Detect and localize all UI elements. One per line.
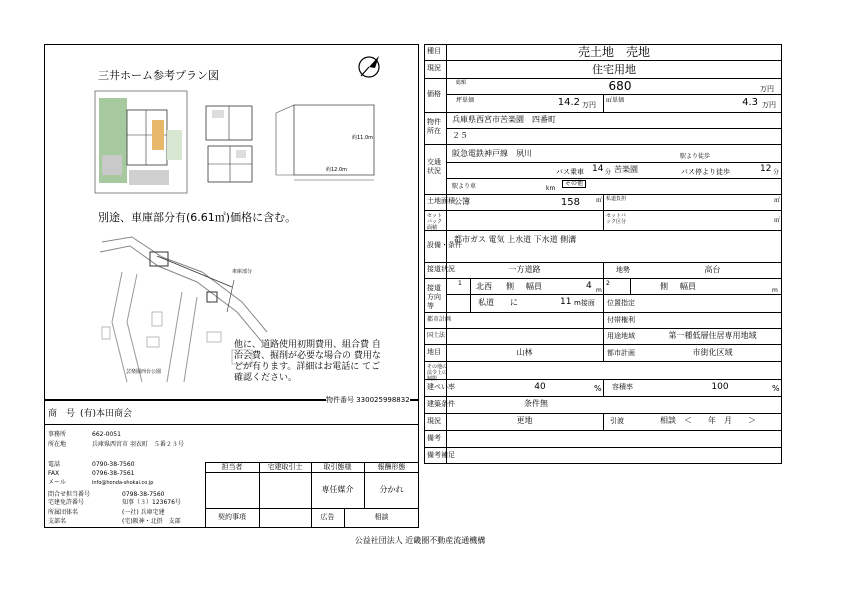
bus-minutes: 14	[592, 164, 604, 174]
postal-code: 662-0051	[92, 431, 121, 438]
current-label: 現況	[427, 417, 441, 425]
address-label: 所在地	[48, 441, 67, 448]
floor-plan-image	[94, 90, 189, 195]
road-label: 接道状況	[427, 265, 455, 273]
lot-dim-width: 約12.0m	[326, 167, 348, 173]
footer-association: 公益社団法人 近畿圏不動産流通機構	[354, 536, 486, 545]
branch-value: (宅)阪神・北摂 支部	[122, 518, 181, 525]
assoc-value: (一社) 兵庫宅建	[122, 509, 165, 516]
facility-label: 設備・条件	[427, 241, 462, 249]
other-limits-label: その他の法令上の制限	[427, 364, 448, 382]
area-label: 土地面積	[427, 197, 455, 205]
branch-label: 支部名	[48, 518, 67, 525]
sqm-value: 4.3	[742, 97, 758, 108]
road-contact-value: 11	[560, 297, 572, 307]
traffic-label: 交通状況	[427, 158, 441, 175]
location-value-2: ２５	[452, 131, 468, 140]
mail-value: info@honda-shokai.co.jp	[92, 480, 154, 486]
trade-name: (有)本田商会	[80, 409, 133, 419]
area-unit: ㎡	[596, 197, 603, 204]
sqm-unit: 万円	[762, 101, 776, 109]
build-cond-label: 建築条件	[427, 400, 455, 408]
lot-shape-diagram	[270, 95, 385, 190]
staff-header: 担当者	[221, 463, 243, 471]
mail-label: メール	[48, 479, 66, 486]
contract-header: 契約事項	[218, 513, 246, 521]
private-road-unit: ㎡	[774, 197, 781, 204]
rights-label: 付帯権利	[607, 316, 635, 324]
zone-label: 用途地域	[607, 332, 635, 340]
road-contact-label: に	[510, 298, 518, 307]
road-width-label-2: 幅員	[680, 282, 696, 291]
area-value: 158	[560, 197, 580, 208]
fee-value: 分かれ	[379, 485, 404, 494]
road-dir-label: 接道方向等	[427, 284, 441, 310]
tel-value: 0790-38-7560	[92, 461, 135, 468]
train-line: 阪急電鉄神戸線 夙川	[452, 149, 532, 158]
fax-value: 0796-38-7561	[92, 470, 135, 477]
status-label: 現況	[427, 64, 441, 72]
lot-dim-height: 約11.0m	[352, 135, 374, 141]
far-label: 容積率	[612, 383, 633, 391]
bcr-value: 40	[534, 382, 546, 392]
property-status: 住宅用地	[592, 63, 636, 76]
delivery-value: 相談 ＜ 年 月 ＞	[660, 416, 756, 425]
setback-label: セットバック面積	[427, 213, 443, 231]
north-arrow-icon	[355, 52, 385, 82]
current-value: 更地	[516, 416, 533, 425]
tel-label: 電話	[48, 461, 61, 468]
wide-tel-value: 0798-38-7560	[122, 491, 165, 498]
garage-caption: 別途、車庫部分有(6.61㎡)価格に含む。	[98, 211, 297, 224]
car-label: 駅より車	[452, 183, 477, 190]
consult-value: 相談	[374, 513, 389, 521]
road-dir-1: 北西	[476, 282, 492, 291]
tsubo-label: 坪単価	[456, 97, 475, 104]
setback-unit: ㎡	[774, 217, 781, 224]
office-label: 事務所	[48, 431, 67, 438]
other-label: その他	[562, 180, 586, 188]
delivery-label: 引渡	[610, 417, 624, 425]
wide-tel-label: 問合せ担当番号	[48, 491, 91, 498]
private-road-label: 私道負担	[606, 196, 627, 202]
road-contact-unit: m接面	[574, 299, 595, 307]
land-act-label: 国土法	[427, 332, 446, 339]
location-value: 兵庫県西宮市苦楽園 四番町	[452, 115, 556, 124]
license-value: 知事（３）123676号	[122, 499, 181, 506]
trade-header: 取引態様	[323, 463, 352, 471]
road-unit-2: m	[772, 287, 778, 294]
trade-value: 専任媒介	[321, 485, 354, 494]
bus-min-unit: 分	[605, 169, 612, 176]
bus-walk-label: バス停より徒歩	[681, 168, 730, 176]
sqm-label: ㎡単価	[606, 97, 625, 104]
remarks-label: 備考	[427, 434, 441, 442]
tsubo-unit: 万円	[582, 101, 596, 109]
road-side-2: 側	[660, 282, 668, 291]
price-unit: 万円	[760, 85, 774, 93]
road-unit-1: m	[596, 287, 602, 294]
chimoku-value: 山林	[516, 348, 533, 357]
bus-walk-minutes: 12	[760, 164, 772, 174]
plan-title: 三井ホーム参考プラン図	[98, 69, 219, 82]
total-label: 総額	[456, 80, 467, 86]
facility-value: 都市ガス 電気 上水道 下水道 側溝	[454, 235, 577, 244]
property-number: 物件番号 330025998832	[326, 396, 410, 404]
trade-name-label: 商 号	[48, 409, 76, 419]
area-kind: 公簿	[454, 197, 470, 206]
chimoku-label: 地目	[427, 348, 441, 356]
bus-stop: 苦楽園	[614, 165, 638, 174]
map-garage-label: 車庫部分	[232, 269, 253, 275]
agency-header: 宅建取引士	[267, 463, 303, 471]
far-value: 100	[711, 382, 729, 392]
station-walk-label: 駅より徒歩	[680, 153, 711, 160]
road-no-2: 2	[606, 280, 610, 287]
price-label: 価格	[427, 90, 441, 98]
license-label: 宅建免許番号	[48, 499, 85, 506]
remarks2-label: 備考補足	[427, 451, 455, 459]
city-plan-label: 都市計画	[427, 316, 452, 323]
road-width-1: 4	[586, 281, 592, 291]
bus-label: バス乗車	[556, 168, 584, 176]
fee-header: 報酬形態	[377, 463, 406, 471]
cost-note: 他に、道路使用初期費用、組合費 自治会費、掘削が必要な場合の 費用などが有ります。詳細はお電話に てご確認ください。	[234, 340, 381, 383]
position-label: 位置指定	[607, 299, 635, 307]
road-type: 私道	[478, 298, 494, 307]
build-cond-value: 条件無	[524, 399, 548, 408]
ad-header: 広告	[320, 513, 335, 521]
terrain-value: 高台	[704, 265, 721, 274]
road-value: 一方道路	[508, 265, 541, 274]
second-floor-plan-image	[200, 100, 260, 188]
company-address: 兵庫県西宮市 羽衣町 ５番２３号	[92, 441, 184, 448]
assoc-label: 所属団体名	[48, 509, 79, 516]
bcr-label: 建ぺい率	[427, 383, 455, 391]
road-width-label-1: 幅員	[526, 282, 542, 291]
far-pct: %	[772, 384, 780, 393]
road-no-1: 1	[458, 280, 462, 287]
location-label: 物件所在	[427, 118, 441, 135]
road-side-1: 側	[506, 282, 514, 291]
zone-value: 第一種低層住居専用地域	[668, 331, 757, 340]
bus-walk-unit: 分	[773, 169, 780, 176]
fax-label: FAX	[48, 470, 60, 477]
property-type: 売土地 売地	[577, 45, 650, 59]
setback-div-label: セットバック区分	[606, 213, 627, 225]
map-park-label: 芸楽園西台公園	[126, 369, 162, 375]
tsubo-value: 14.2	[557, 97, 580, 108]
bcr-pct: %	[594, 384, 602, 393]
terrain-label: 地勢	[616, 266, 630, 274]
type-label: 種目	[427, 47, 441, 55]
price-value: 680	[608, 79, 632, 93]
toshi-label: 都市計画	[607, 349, 635, 357]
toshi-value: 市街化区域	[692, 348, 733, 357]
car-unit: km	[546, 185, 556, 192]
